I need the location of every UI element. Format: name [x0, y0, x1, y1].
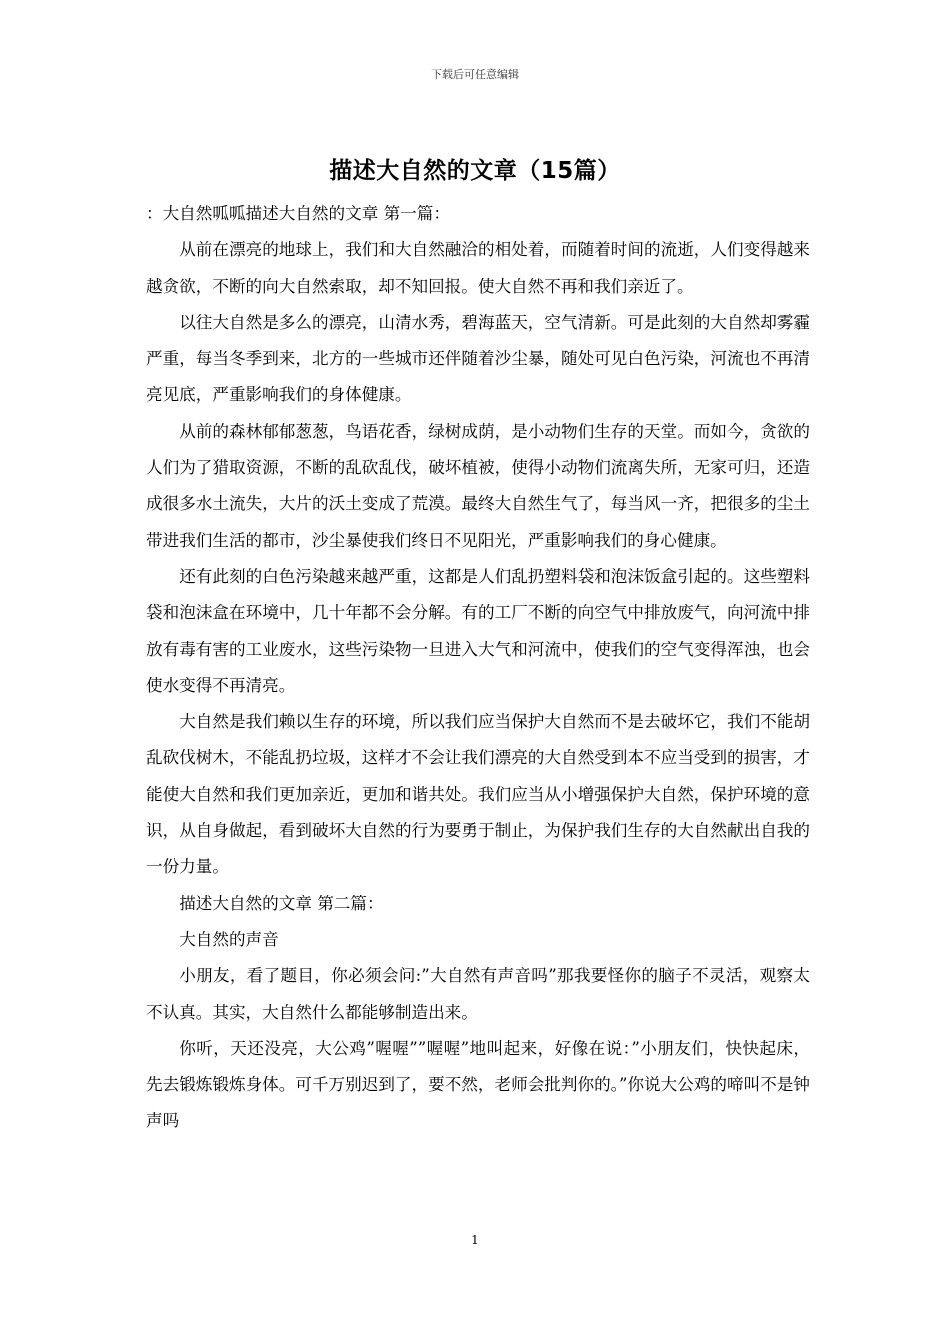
paragraph-4: 从前的森林郁郁葱葱，鸟语花香，绿树成荫，是小动物们生存的天堂。而如今，贪欲的人们为了猎取资源，不断的乱砍乱伐，破坏植被，使得小动物们流离失所，无家可归，还造成很多水土流失，大片的沃土变成了荒漠。最终大自然生气了，每当风一齐，把很多的尘土带进我们生活的都市，沙尘暴使我们终日不见阳光，严重影响我们的身心健康。	[146, 421, 810, 550]
paragraph-2: 从前在漂亮的地球上，我们和大自然融洽的相处着，而随着时间的流逝，人们变得越来越贪欲，不断的向大自然索取，却不知回报。使大自然不再和我们亲近了。	[146, 240, 810, 296]
paragraph-8: 大自然的声音	[179, 929, 279, 949]
page-number: 1	[471, 1233, 479, 1247]
paragraph-5: 还有此刻的白色污染越来越严重，这都是人们乱扔塑料袋和泡沫饭盒引起的。这些塑料袋和泡沫盒在环境中，几十年都不会分解。有的工厂不断的向空气中排放废气，向河流中排放有毒有害的工业废水，这些污染物一旦进入大气和河流中，使我们的空气变得浑浊，也会使水变得不再清亮。	[146, 566, 810, 695]
paragraph-6: 大自然是我们赖以生存的环境，所以我们应当保护大自然而不是去破坏它，我们不能胡乱砍伐树木，不能乱扔垃圾，这样才不会让我们漂亮的大自然受到本不应当受到的损害，才能使大自然和我们更加亲近，更加和谐共处。我们应当从小增强保护大自然，保护环境的意识，从自身做起，看到破坏大自然的行为要勇于制止，为保护我们生存的大自然献出自我的一份力量。	[146, 712, 810, 877]
paragraph-7: 描述大自然的文章 第二篇：	[179, 893, 384, 913]
paragraph-3: 以往大自然是多么的漂亮，山清水秀，碧海蓝天，空气清新。可是此刻的大自然却雾霾严重，每当冬季到来，北方的一些城市还伴随着沙尘暴，随处可见白色污染，河流也不再清亮见底，严重影响我们的身体健康。	[146, 312, 810, 405]
paragraph-9: 小朋友，看了题目，你必须会问:”大自然有声音吗”那我要怪你的脑子不灵活，观察太不认真。其实，大自然什么都能够制造出来。	[146, 966, 810, 1022]
document-title: 描述大自然的文章（15篇）	[329, 158, 621, 184]
paragraph-1: ：大自然呱呱描述大自然的文章 第一篇：	[146, 204, 450, 223]
document-body	[146, 196, 810, 1140]
paragraph-10: 你听，天还没亮，大公鸡”喔喔””喔喔”地叫起来，好像在说：”小朋友们，快快起床，先去锻炼锻炼身体。可千万别迟到了，要不然，老师会批判你的。”你说大公鸡的啼叫不是钟声吗	[146, 1038, 810, 1131]
page-header: 下载后可任意编辑	[431, 68, 519, 81]
